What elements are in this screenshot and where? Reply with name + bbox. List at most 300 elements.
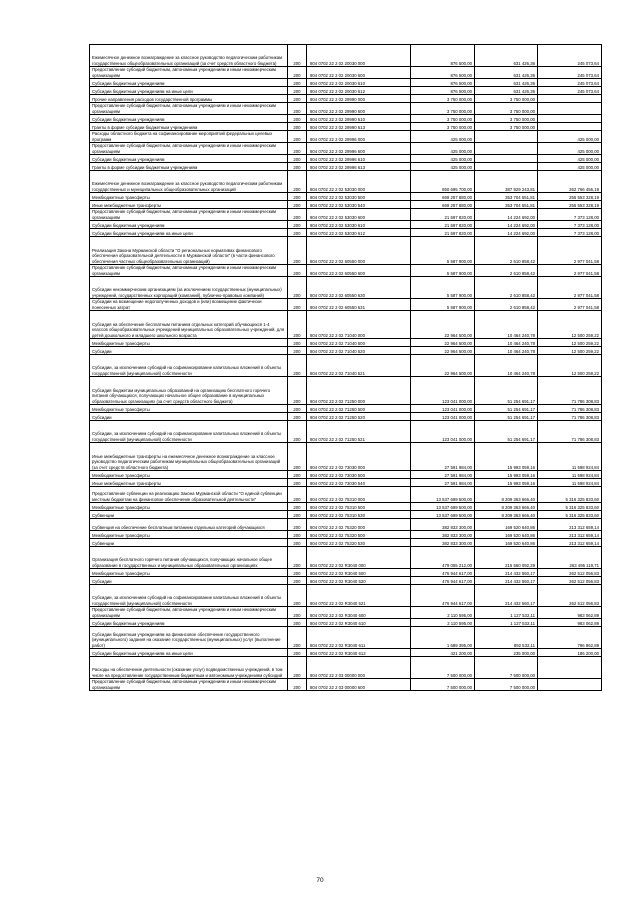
- row-classification-code-cell: 804 0702 22 2 02 R3040 500: [307, 569, 411, 577]
- row-approved-amount-cell: 7 500 000,00: [411, 657, 475, 679]
- row-executed-amount-cell: 8 209 363 666,40: [475, 487, 538, 503]
- row-classification-code-cell: 804 0702 22 2 02 75310 500: [307, 503, 411, 511]
- row-classification-code-cell: 804 0702 22 2 03 00000 000: [307, 657, 411, 679]
- row-executed-amount-cell: 10 464 240,78: [475, 355, 538, 377]
- row-remaining-amount-cell: 2 977 041,58: [538, 265, 602, 277]
- row-executed-amount-cell: 3 750 000,00: [475, 123, 538, 131]
- row-approved-amount-cell: 3 750 000,00: [411, 103, 475, 115]
- row-executed-amount-cell: 214 432 560,17: [475, 569, 538, 577]
- row-code-cell: 200: [288, 201, 307, 209]
- row-remaining-amount-cell: 255 553 328,19: [538, 201, 602, 209]
- row-remaining-amount-cell: 245 073,64: [538, 87, 602, 95]
- table-row: [90, 347, 602, 355]
- row-name-cell: Межбюджетные трансферты: [90, 193, 288, 201]
- table-row: [90, 221, 602, 229]
- row-name-cell: Гранты в форме субсидии бюджетным учреждениям: [90, 163, 288, 171]
- table-row: [90, 201, 602, 209]
- table-row: [90, 103, 602, 115]
- row-name-cell: Предоставление субвенции на реализацию Закона Мурманской области "О единой субвенции местным бюджетам на финансовое обеспечение образовательной деятельности": [90, 487, 288, 503]
- table-row: [90, 539, 602, 547]
- row-code-cell: 200: [288, 339, 307, 347]
- row-remaining-amount-cell: 425 000,00: [538, 131, 602, 143]
- row-executed-amount-cell: [475, 155, 538, 163]
- row-classification-code-cell: 804 0702 22 2 02 20030 610: [307, 79, 411, 87]
- row-classification-code-cell: 804 0702 22 2 02 71040 521: [307, 355, 411, 377]
- row-executed-amount-cell: 8 209 363 666,40: [475, 511, 538, 519]
- row-remaining-amount-cell: 983 062,89: [538, 619, 602, 627]
- row-name-cell: Субсидии бюджетным учреждениям на иные цели: [90, 229, 288, 237]
- row-remaining-amount-cell: [538, 95, 602, 103]
- row-executed-amount-cell: 3 750 000,00: [475, 103, 538, 115]
- table-row: [90, 277, 602, 299]
- row-code-cell: 200: [288, 67, 307, 79]
- row-approved-amount-cell: 476 944 617,00: [411, 577, 475, 585]
- row-remaining-amount-cell: [538, 115, 602, 123]
- row-classification-code-cell: 804 0702 22 2 02 75320 500: [307, 531, 411, 539]
- row-remaining-amount-cell: 245 073,64: [538, 45, 602, 67]
- row-classification-code-cell: 804 0702 22 2 02 R3040 610: [307, 619, 411, 627]
- row-executed-amount-cell: 2 610 858,42: [475, 277, 538, 299]
- row-remaining-amount-cell: [538, 657, 602, 679]
- row-executed-amount-cell: 51 254 691,17: [475, 421, 538, 443]
- row-name-cell: Субвенция на обеспечение бесплатным питанием отдельных категорий обучающихся: [90, 519, 288, 531]
- row-code-cell: 200: [288, 143, 307, 155]
- row-name-cell: Расходы областного бюджета на софинансирование мероприятий федеральных целевых программ: [90, 131, 288, 143]
- row-code-cell: 200: [288, 277, 307, 299]
- row-approved-amount-cell: 3 750 000,00: [411, 123, 475, 131]
- row-classification-code-cell: 804 0702 22 2 02 29990 613: [307, 123, 411, 131]
- row-classification-code-cell: 804 0702 22 2 02 53030 600: [307, 209, 411, 221]
- row-code-cell: 200: [288, 171, 307, 193]
- row-code-cell: 200: [288, 355, 307, 377]
- row-name-cell: Предоставление субсидий бюджетным, автономным учреждениям и иным некоммерческим организациям: [90, 679, 288, 691]
- table-row: [90, 355, 602, 377]
- row-executed-amount-cell: 7 500 000,00: [475, 679, 538, 691]
- row-remaining-amount-cell: [538, 103, 602, 115]
- row-name-cell: Межбюджетные трансферты: [90, 471, 288, 479]
- row-executed-amount-cell: 51 254 691,17: [475, 405, 538, 413]
- row-code-cell: 200: [288, 479, 307, 487]
- row-executed-amount-cell: 169 520 640,86: [475, 531, 538, 539]
- row-classification-code-cell: 804 0702 22 2 02 R3040 611: [307, 627, 411, 649]
- row-classification-code-cell: 804 0702 22 2 02 29990 000: [307, 95, 411, 103]
- table-row: [90, 657, 602, 679]
- row-name-cell: Предоставление субсидий бюджетным, автономным учреждениям и иным некоммерческим организациям: [90, 265, 288, 277]
- row-approved-amount-cell: 476 944 617,00: [411, 585, 475, 607]
- row-remaining-amount-cell: 983 062,89: [538, 607, 602, 619]
- row-approved-amount-cell: 669 257 880,00: [411, 193, 475, 201]
- row-remaining-amount-cell: 12 500 259,22: [538, 339, 602, 347]
- row-executed-amount-cell: 8 209 363 666,40: [475, 503, 538, 511]
- table-row: [90, 237, 602, 265]
- table-row: [90, 163, 602, 171]
- row-classification-code-cell: 804 0702 22 2 02 20030 612: [307, 87, 411, 95]
- row-approved-amount-cell: 382 833 300,00: [411, 519, 475, 531]
- row-executed-amount-cell: 2 610 858,42: [475, 237, 538, 265]
- table-row: [90, 79, 602, 87]
- row-executed-amount-cell: 1 127 532,11: [475, 619, 538, 627]
- row-approved-amount-cell: 13 537 699 500,00: [411, 487, 475, 503]
- table-row: [90, 405, 602, 413]
- table-row: [90, 311, 602, 339]
- row-name-cell: Субсидии бюджетным учреждениям: [90, 221, 288, 229]
- row-remaining-amount-cell: 245 073,64: [538, 79, 602, 87]
- row-remaining-amount-cell: 186 200,00: [538, 649, 602, 657]
- row-executed-amount-cell: 2 610 858,42: [475, 265, 538, 277]
- table-row: [90, 531, 602, 539]
- row-classification-code-cell: 804 0702 22 2 02 53030 540: [307, 201, 411, 209]
- row-code-cell: 200: [288, 607, 307, 619]
- row-name-cell: Прочие направления расходов государственной программы: [90, 95, 288, 103]
- table-row: [90, 155, 602, 163]
- row-executed-amount-cell: 51 254 691,17: [475, 377, 538, 405]
- row-code-cell: 200: [288, 221, 307, 229]
- row-code-cell: 200: [288, 131, 307, 143]
- row-classification-code-cell: 804 0702 22 2 02 29996 600: [307, 143, 411, 155]
- row-code-cell: 200: [288, 87, 307, 95]
- row-name-cell: Предоставление субсидий бюджетным, автономным учреждениям и иным некоммерческим организациям: [90, 143, 288, 155]
- row-approved-amount-cell: 669 257 880,00: [411, 201, 475, 209]
- row-name-cell: Предоставление субсидий бюджетным, автономным учреждениям и иным некоммерческим организациям: [90, 103, 288, 115]
- budget-table: [89, 44, 602, 691]
- row-executed-amount-cell: [475, 143, 538, 155]
- row-classification-code-cell: 804 0702 22 2 02 29996 000: [307, 131, 411, 143]
- row-code-cell: 200: [288, 79, 307, 87]
- row-remaining-amount-cell: 255 553 328,19: [538, 193, 602, 201]
- row-classification-code-cell: 804 0702 22 2 02 71250 521: [307, 421, 411, 443]
- row-approved-amount-cell: 123 041 000,00: [411, 377, 475, 405]
- row-remaining-amount-cell: [538, 679, 602, 691]
- row-executed-amount-cell: 631 426,36: [475, 79, 538, 87]
- row-executed-amount-cell: 14 224 692,00: [475, 221, 538, 229]
- row-code-cell: 200: [288, 377, 307, 405]
- row-executed-amount-cell: 10 464 240,78: [475, 311, 538, 339]
- row-executed-amount-cell: 215 560 092,29: [475, 547, 538, 569]
- row-remaining-amount-cell: 2 977 041,58: [538, 237, 602, 265]
- row-name-cell: Субсидии бюджетным учреждениям на иные цели: [90, 87, 288, 95]
- row-remaining-amount-cell: 11 598 924,84: [538, 471, 602, 479]
- row-code-cell: 200: [288, 569, 307, 577]
- table-row: [90, 413, 602, 421]
- row-approved-amount-cell: 13 537 699 500,00: [411, 511, 475, 519]
- row-remaining-amount-cell: 263 495 119,71: [538, 547, 602, 569]
- row-classification-code-cell: 804 0702 22 2 02 75310 000: [307, 487, 411, 503]
- row-code-cell: 200: [288, 539, 307, 547]
- row-code-cell: 200: [288, 413, 307, 421]
- row-remaining-amount-cell: 7 373 128,00: [538, 229, 602, 237]
- table-row: [90, 95, 602, 103]
- row-classification-code-cell: 804 0702 22 2 02 20030 600: [307, 67, 411, 79]
- row-code-cell: 200: [288, 237, 307, 265]
- row-approved-amount-cell: 123 041 000,00: [411, 413, 475, 421]
- row-name-cell: Субвенции: [90, 511, 288, 519]
- row-approved-amount-cell: 425 000,00: [411, 155, 475, 163]
- row-classification-code-cell: 804 0702 22 2 02 75310 530: [307, 511, 411, 519]
- row-remaining-amount-cell: 71 786 308,83: [538, 413, 602, 421]
- row-code-cell: 200: [288, 45, 307, 67]
- row-classification-code-cell: 804 0702 22 2 02 71250 520: [307, 413, 411, 421]
- row-name-cell: Межбюджетные трансферты: [90, 531, 288, 539]
- row-name-cell: Иные межбюджетные трансферты на ежемесячное денежное вознаграждение за классное руководство педагогическим работникам муниципальных общеобразовательных организаций (за счет средств областного бюджета): [90, 443, 288, 471]
- row-remaining-amount-cell: [538, 123, 602, 131]
- row-approved-amount-cell: 2 110 595,00: [411, 607, 475, 619]
- row-code-cell: 200: [288, 299, 307, 311]
- row-classification-code-cell: 804 0702 22 2 02 29990 600: [307, 103, 411, 115]
- row-classification-code-cell: 804 0702 22 2 02 53030 000: [307, 171, 411, 193]
- table-row: [90, 87, 602, 95]
- row-approved-amount-cell: 27 591 984,00: [411, 443, 475, 471]
- table-row: [90, 143, 602, 155]
- row-classification-code-cell: 804 0702 22 2 02 73030 540: [307, 479, 411, 487]
- row-name-cell: Субсидии бюджетным учреждениям на финансовое обеспечение государственного (муниципального) задания на оказание государственных (муниципальных) услуг (выполнение работ): [90, 627, 288, 649]
- row-executed-amount-cell: 51 254 691,17: [475, 413, 538, 421]
- row-name-cell: Субсидии, за исключением субсидий на софинансирование капитальных вложений в объекты государственной (муниципальной) собственности: [90, 421, 288, 443]
- row-executed-amount-cell: 10 464 240,78: [475, 339, 538, 347]
- row-remaining-amount-cell: 5 316 325 833,60: [538, 487, 602, 503]
- row-classification-code-cell: 804 0702 22 2 02 R3040 521: [307, 585, 411, 607]
- table-row: [90, 123, 602, 131]
- row-approved-amount-cell: 21 597 820,00: [411, 229, 475, 237]
- row-classification-code-cell: 804 0702 22 2 02 60550 631: [307, 299, 411, 311]
- row-classification-code-cell: 804 0702 22 2 02 R3040 000: [307, 547, 411, 569]
- row-remaining-amount-cell: 213 312 659,14: [538, 539, 602, 547]
- row-approved-amount-cell: 5 587 900,00: [411, 237, 475, 265]
- row-remaining-amount-cell: 71 786 308,83: [538, 377, 602, 405]
- row-remaining-amount-cell: 245 073,64: [538, 67, 602, 79]
- row-name-cell: Субсидии бюджетным учреждениям: [90, 115, 288, 123]
- row-executed-amount-cell: 10 464 240,78: [475, 347, 538, 355]
- row-code-cell: 200: [288, 103, 307, 115]
- row-code-cell: 200: [288, 163, 307, 171]
- row-approved-amount-cell: 3 750 000,00: [411, 115, 475, 123]
- row-approved-amount-cell: 22 964 500,00: [411, 311, 475, 339]
- row-classification-code-cell: 804 0702 22 2 02 71040 000: [307, 311, 411, 339]
- table-row: [90, 577, 602, 585]
- row-classification-code-cell: 804 0702 22 2 02 R3040 520: [307, 577, 411, 585]
- row-code-cell: 200: [288, 503, 307, 511]
- row-executed-amount-cell: 1 127 532,11: [475, 607, 538, 619]
- row-approved-amount-cell: 22 964 500,00: [411, 355, 475, 377]
- row-remaining-amount-cell: 11 598 924,84: [538, 443, 602, 471]
- row-remaining-amount-cell: 425 000,00: [538, 143, 602, 155]
- row-classification-code-cell: 804 0702 22 2 02 71250 500: [307, 405, 411, 413]
- row-approved-amount-cell: 123 041 000,00: [411, 421, 475, 443]
- row-classification-code-cell: 804 0702 22 2 03 00000 600: [307, 679, 411, 691]
- row-classification-code-cell: 804 0702 22 2 02 73030 500: [307, 471, 411, 479]
- table-row: [90, 171, 602, 193]
- row-executed-amount-cell: 214 432 560,17: [475, 585, 538, 607]
- row-code-cell: 200: [288, 585, 307, 607]
- table-row: [90, 45, 602, 67]
- row-executed-amount-cell: [475, 131, 538, 143]
- row-name-cell: Предоставление субсидий бюджетным, автономным учреждениям и иным некоммерческим организациям: [90, 607, 288, 619]
- row-approved-amount-cell: 123 041 000,00: [411, 405, 475, 413]
- table-row: [90, 519, 602, 531]
- row-name-cell: Субсидии бюджетным учреждениям: [90, 79, 288, 87]
- row-name-cell: Субсидии бюджетным учреждениям: [90, 619, 288, 627]
- row-name-cell: Субсидии бюджетным учреждениям на иные цели: [90, 649, 288, 657]
- row-executed-amount-cell: 353 704 551,81: [475, 201, 538, 209]
- row-name-cell: Субсидии на возмещение недополученных доходов и (или) возмещение фактически понесенных затрат: [90, 299, 288, 311]
- table-row: [90, 471, 602, 479]
- row-approved-amount-cell: 1 689 395,00: [411, 627, 475, 649]
- row-approved-amount-cell: 479 055 212,00: [411, 547, 475, 569]
- table-row: [90, 339, 602, 347]
- row-remaining-amount-cell: 262 512 056,83: [538, 585, 602, 607]
- row-remaining-amount-cell: 425 000,00: [538, 163, 602, 171]
- row-remaining-amount-cell: 5 316 325 833,60: [538, 503, 602, 511]
- row-approved-amount-cell: 421 200,00: [411, 649, 475, 657]
- row-remaining-amount-cell: 213 312 659,14: [538, 531, 602, 539]
- row-remaining-amount-cell: 12 500 259,22: [538, 355, 602, 377]
- row-code-cell: 200: [288, 547, 307, 569]
- row-approved-amount-cell: 21 597 820,00: [411, 209, 475, 221]
- row-approved-amount-cell: 3 750 000,00: [411, 95, 475, 103]
- row-classification-code-cell: 804 0702 22 2 02 60550 000: [307, 237, 411, 265]
- table-row: [90, 569, 602, 577]
- row-code-cell: 200: [288, 577, 307, 585]
- row-executed-amount-cell: 15 993 059,16: [475, 479, 538, 487]
- table-row: [90, 503, 602, 511]
- row-code-cell: 200: [288, 471, 307, 479]
- table-row: [90, 209, 602, 221]
- row-remaining-amount-cell: 425 000,00: [538, 155, 602, 163]
- row-name-cell: Субсидии: [90, 577, 288, 585]
- row-name-cell: Реализация Закона Мурманской области "О региональных нормативах финансового обеспечения образовательной деятельности в Мурманской области" (в части финансового обеспечения частных общеобразовательных организаций): [90, 237, 288, 265]
- row-approved-amount-cell: 382 833 300,00: [411, 539, 475, 547]
- row-name-cell: Иные межбюджетные трансферты: [90, 479, 288, 487]
- row-code-cell: 200: [288, 95, 307, 103]
- row-name-cell: Ежемесячное денежное вознаграждение за классное руководство педагогическим работникам государственных общеобразовательных организаций (за счет средств областного бюджета): [90, 45, 288, 67]
- row-code-cell: 200: [288, 229, 307, 237]
- table-row: [90, 619, 602, 627]
- table-row: [90, 299, 602, 311]
- row-name-cell: Межбюджетные трансферты: [90, 405, 288, 413]
- row-approved-amount-cell: 876 500,00: [411, 79, 475, 87]
- row-name-cell: Субсидии: [90, 347, 288, 355]
- row-executed-amount-cell: 7 500 000,00: [475, 657, 538, 679]
- row-remaining-amount-cell: 2 977 041,58: [538, 299, 602, 311]
- row-remaining-amount-cell: 11 598 924,84: [538, 479, 602, 487]
- row-name-cell: Субсидии некоммерческим организациям (за исключением государственных (муниципальных) учреждений, государственных корпораций (компаний), публично-правовых компаний): [90, 277, 288, 299]
- row-name-cell: Иные межбюджетные трансферты: [90, 201, 288, 209]
- row-approved-amount-cell: 22 964 500,00: [411, 347, 475, 355]
- row-code-cell: 200: [288, 627, 307, 649]
- row-classification-code-cell: 804 0702 22 2 02 29996 613: [307, 163, 411, 171]
- row-name-cell: Межбюджетные трансферты: [90, 339, 288, 347]
- row-approved-amount-cell: 27 591 984,00: [411, 479, 475, 487]
- row-executed-amount-cell: 235 000,00: [475, 649, 538, 657]
- row-classification-code-cell: 804 0702 22 2 02 53030 612: [307, 229, 411, 237]
- row-classification-code-cell: 804 0702 22 2 02 71250 000: [307, 377, 411, 405]
- row-name-cell: Гранты в форме субсидии бюджетным учреждениям: [90, 123, 288, 131]
- row-approved-amount-cell: 382 833 300,00: [411, 531, 475, 539]
- row-code-cell: 200: [288, 519, 307, 531]
- row-code-cell: 200: [288, 209, 307, 221]
- row-executed-amount-cell: 15 993 059,16: [475, 443, 538, 471]
- row-classification-code-cell: 804 0702 22 2 02 R3040 612: [307, 649, 411, 657]
- row-approved-amount-cell: 7 500 000,00: [411, 679, 475, 691]
- table-row: [90, 627, 602, 649]
- table-row: [90, 131, 602, 143]
- row-executed-amount-cell: 15 993 059,16: [475, 471, 538, 479]
- row-executed-amount-cell: 387 929 243,81: [475, 171, 538, 193]
- row-classification-code-cell: 804 0702 22 2 02 53030 500: [307, 193, 411, 201]
- row-classification-code-cell: 804 0702 22 2 02 60550 630: [307, 277, 411, 299]
- row-code-cell: 200: [288, 115, 307, 123]
- row-name-cell: Субвенции: [90, 539, 288, 547]
- row-classification-code-cell: 804 0702 22 2 02 71040 520: [307, 347, 411, 355]
- row-executed-amount-cell: 892 532,11: [475, 627, 538, 649]
- row-remaining-amount-cell: 7 373 128,00: [538, 209, 602, 221]
- budget-table-sheet: [89, 44, 601, 691]
- row-approved-amount-cell: 22 964 500,00: [411, 339, 475, 347]
- row-executed-amount-cell: 14 224 692,00: [475, 209, 538, 221]
- row-code-cell: 200: [288, 487, 307, 503]
- row-executed-amount-cell: 214 432 560,17: [475, 577, 538, 585]
- row-approved-amount-cell: 425 000,00: [411, 163, 475, 171]
- row-classification-code-cell: 804 0702 22 2 02 60550 600: [307, 265, 411, 277]
- row-code-cell: 200: [288, 193, 307, 201]
- row-classification-code-cell: 804 0702 22 2 02 R3040 600: [307, 607, 411, 619]
- table-row: [90, 229, 602, 237]
- row-code-cell: 200: [288, 123, 307, 131]
- row-classification-code-cell: 804 0702 22 2 02 53030 610: [307, 221, 411, 229]
- row-name-cell: Расходы на обеспечение деятельности (оказание услуг) подведомственных учреждений, в том числе на предоставление государственным бюджетным и автономным учреждениям субсидий: [90, 657, 288, 679]
- table-row: [90, 649, 602, 657]
- row-remaining-amount-cell: 71 786 308,83: [538, 405, 602, 413]
- table-row: [90, 421, 602, 443]
- row-approved-amount-cell: 876 500,00: [411, 87, 475, 95]
- row-executed-amount-cell: 169 520 640,86: [475, 519, 538, 531]
- table-row: [90, 67, 602, 79]
- table-row: [90, 377, 602, 405]
- row-name-cell: Межбюджетные трансферты: [90, 503, 288, 511]
- row-remaining-amount-cell: 71 786 308,83: [538, 421, 602, 443]
- row-code-cell: 200: [288, 619, 307, 627]
- row-executed-amount-cell: 2 610 858,42: [475, 299, 538, 311]
- table-row: [90, 585, 602, 607]
- row-name-cell: Организация бесплатного горячего питания обучающихся, получающих начальное общее образование в государственных и муниципальных образовательных организациях: [90, 547, 288, 569]
- row-code-cell: 200: [288, 405, 307, 413]
- row-code-cell: 200: [288, 443, 307, 471]
- table-row: [90, 679, 602, 691]
- row-approved-amount-cell: 425 000,00: [411, 131, 475, 143]
- row-executed-amount-cell: 14 224 692,00: [475, 229, 538, 237]
- row-code-cell: 200: [288, 421, 307, 443]
- row-approved-amount-cell: 5 587 900,00: [411, 299, 475, 311]
- table-row: [90, 115, 602, 123]
- row-code-cell: 200: [288, 649, 307, 657]
- row-classification-code-cell: 804 0702 22 2 02 75320 530: [307, 539, 411, 547]
- table-row: [90, 487, 602, 503]
- row-remaining-amount-cell: 12 500 259,22: [538, 347, 602, 355]
- row-approved-amount-cell: 876 500,00: [411, 45, 475, 67]
- row-name-cell: Субсидия бюджетам муниципальных образований на организацию бесплатного горячего питания обучающихся, получающих начальное общее образование в муниципальных образовательных организациях (за счет средств областного бюджета): [90, 377, 288, 405]
- row-code-cell: 200: [288, 311, 307, 339]
- row-executed-amount-cell: 3 750 000,00: [475, 95, 538, 103]
- budget-table-body: [90, 45, 602, 691]
- row-approved-amount-cell: 27 591 984,00: [411, 471, 475, 479]
- row-name-cell: Субсидии, за исключением субсидий на софинансирование капитальных вложений в объекты государственной (муниципальной) собственности: [90, 585, 288, 607]
- row-code-cell: 200: [288, 155, 307, 163]
- row-remaining-amount-cell: 12 500 259,22: [538, 311, 602, 339]
- row-executed-amount-cell: 353 704 551,81: [475, 193, 538, 201]
- row-approved-amount-cell: 476 944 617,00: [411, 569, 475, 577]
- row-code-cell: 200: [288, 265, 307, 277]
- table-row: [90, 607, 602, 619]
- table-row: [90, 265, 602, 277]
